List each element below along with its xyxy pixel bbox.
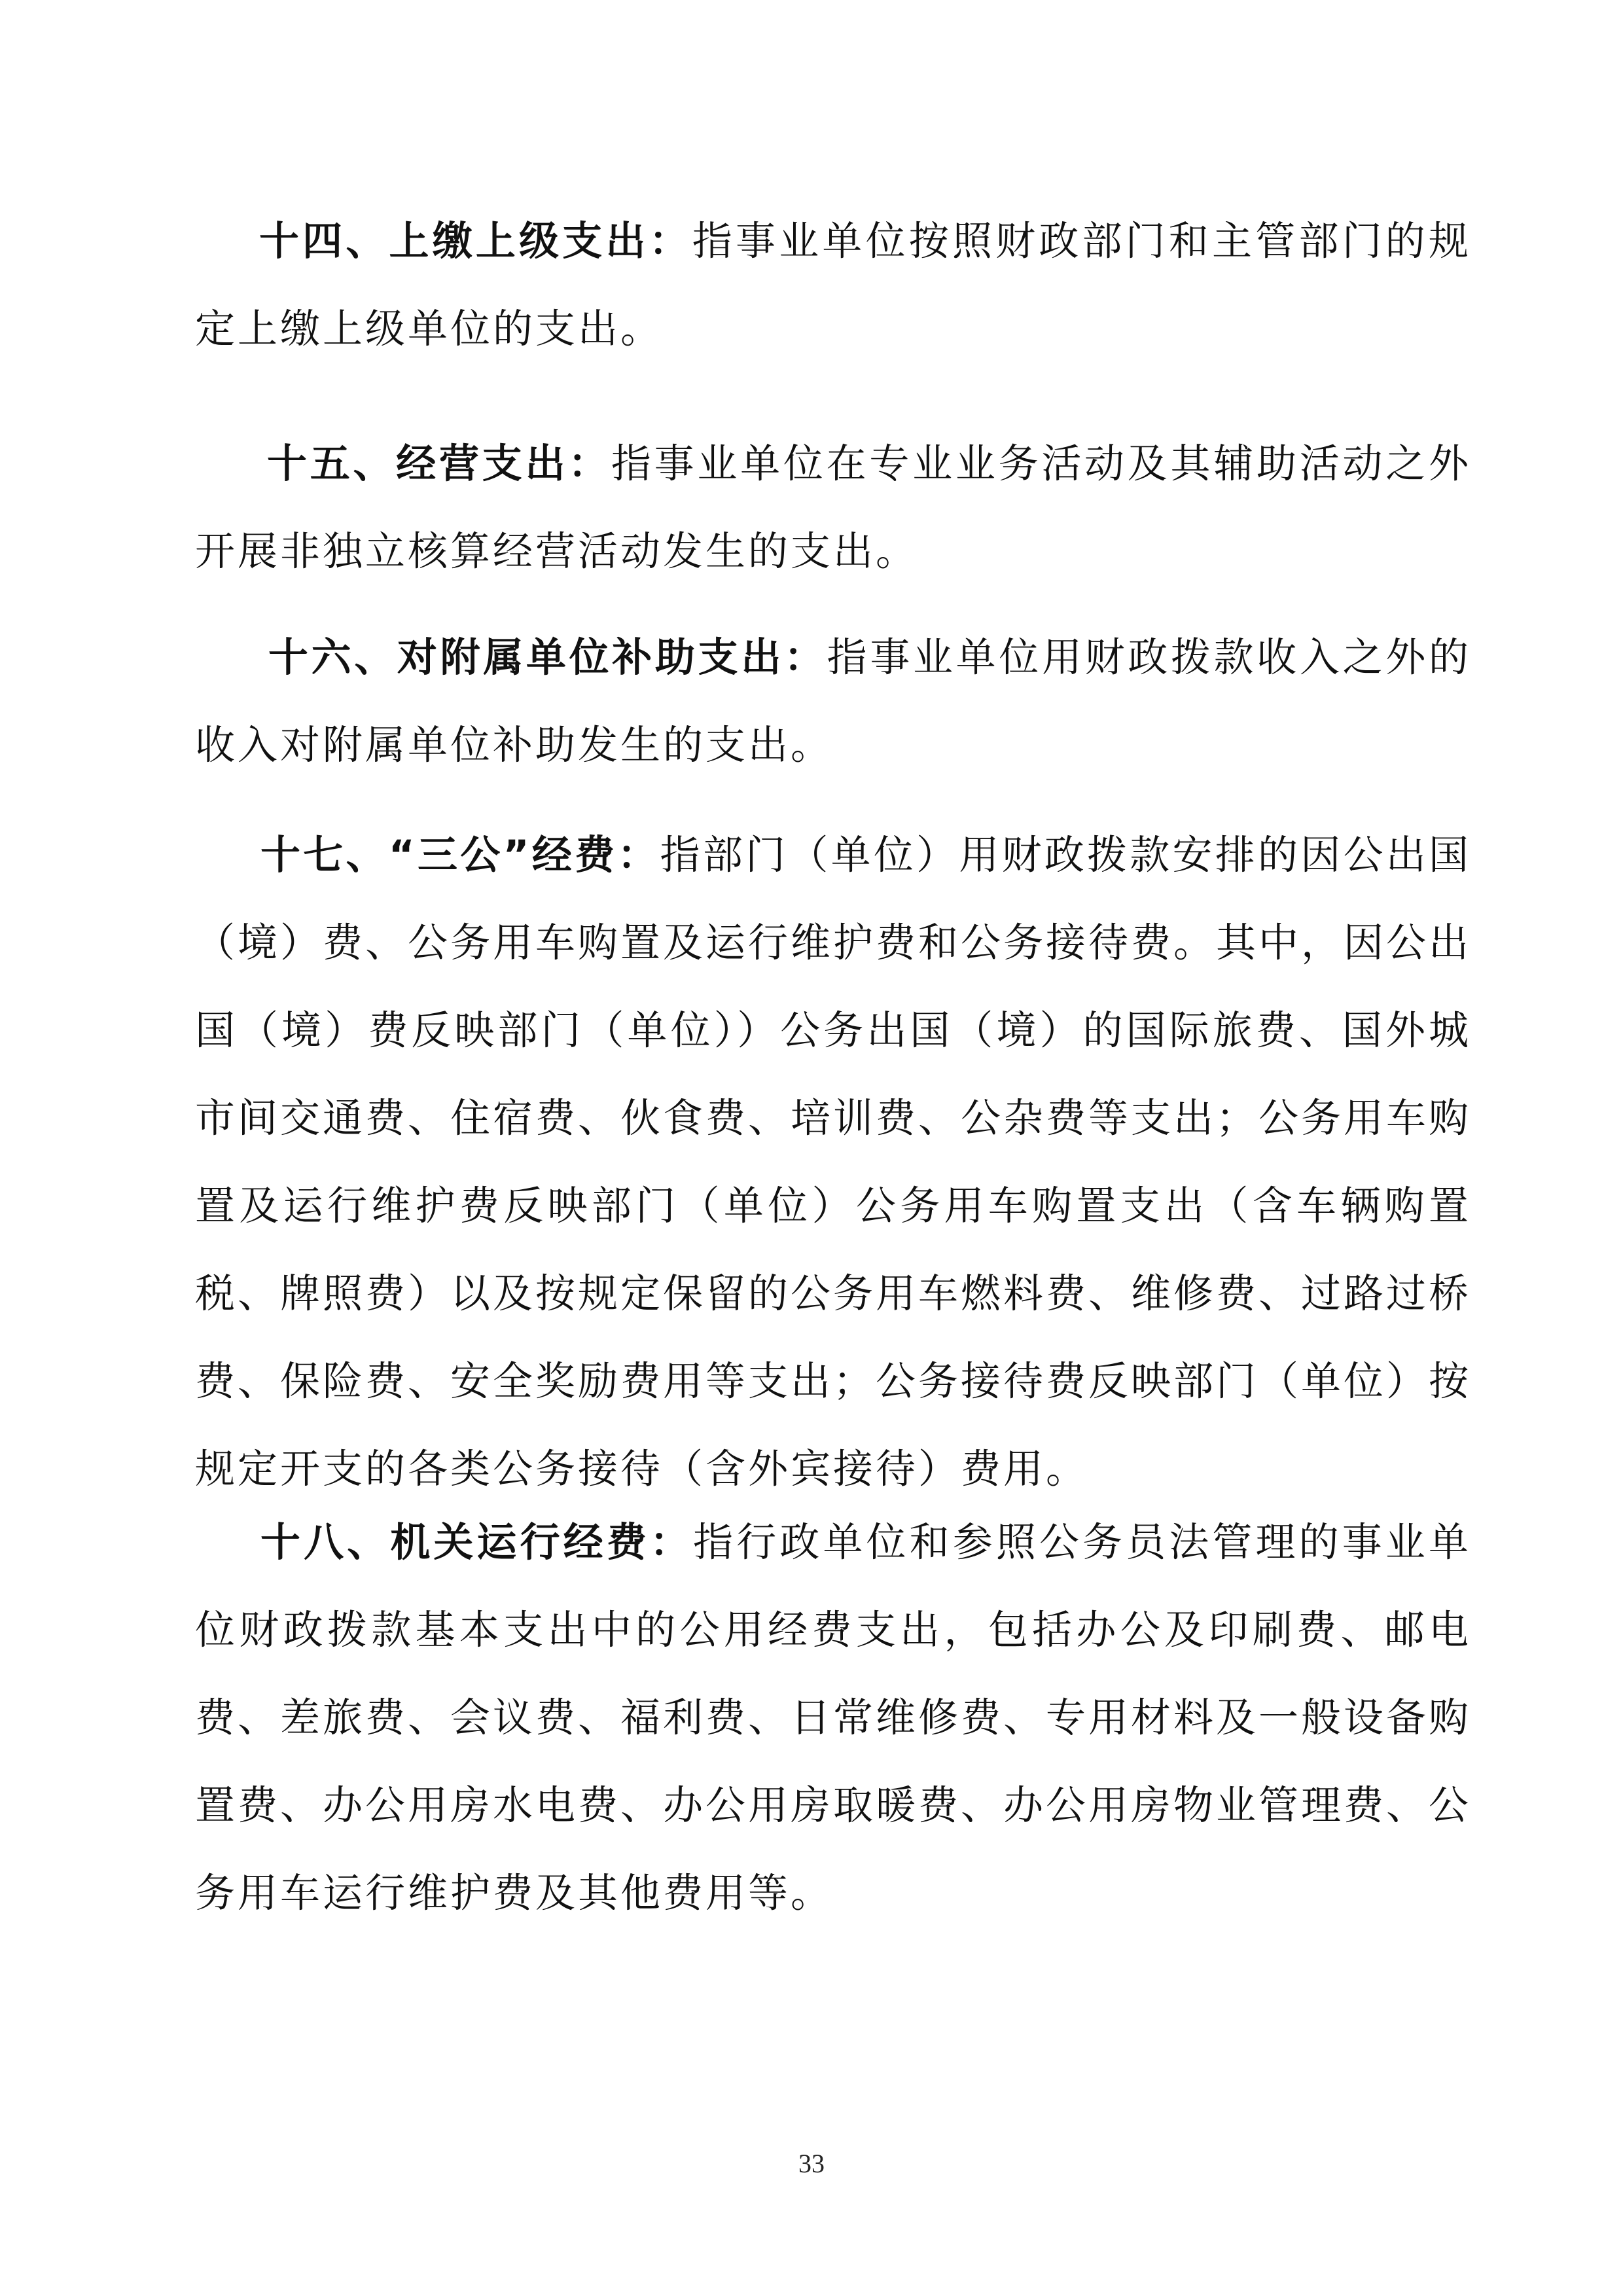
paragraph-agency-operating-expenses bbox=[195, 1499, 1471, 1937]
paragraph-operating-expenditure bbox=[195, 420, 1471, 596]
term-heading: 十五、经营支出： bbox=[267, 440, 611, 487]
term-definition: 指行政单位和参照公务员法管理的事业单位财政拨款基本支出中的公用经费支出，包括办公及印刷费、邮电费、差旅费、会议费、福利费、日常维修费、专用材料及一般设备购置费、办公用房水电费、办公用房取暖费、办公用房物业管理费、公务用车运行维护费及其他费用等。 bbox=[195, 1519, 1472, 1916]
term-heading: 十六、对附属单位补助支出： bbox=[268, 634, 827, 681]
paragraph-upward-remittance-expenditure bbox=[195, 198, 1471, 373]
term-definition: 指事业单位按照财政部门和主管部门的规定上缴上级单位的支出。 bbox=[195, 218, 1471, 352]
term-definition: 指事业单位用财政拨款收入之外的收入对附属单位补助发生的支出。 bbox=[195, 634, 1471, 768]
term-heading: 十七、“三公”经费： bbox=[260, 832, 660, 878]
paragraph-three-public-expenses bbox=[195, 812, 1471, 1513]
page-number: 33 bbox=[798, 2149, 825, 2178]
paragraph-subsidiary-subsidy-expenditure bbox=[195, 614, 1471, 789]
term-heading: 十八、机关运行经费： bbox=[260, 1519, 694, 1566]
term-definition: 指部门（单位）用财政拨款安排的因公出国（境）费、公务用车购置及运行维护费和公务接待费。其中，因公出国（境）费反映部门（单位））公务出国（境）的国际旅费、国外城市间交通费、住宿费、伙食费、培训费、公杂费等支出；公务用车购置及运行维护费反映部门（单位）公务用车购置支出（含车辆购置税、牌照费）以及按规定保留的公务用车燃料费、维修费、过路过桥费、保险费、安全奖励费用等支出；公务接待费反映部门（单位）按规定开支的各类公务接待（含外宾接待）费用。 bbox=[195, 832, 1472, 1492]
term-definition: 指事业单位在专业业务活动及其辅助活动之外开展非独立核算经营活动发生的支出。 bbox=[195, 440, 1471, 575]
term-heading: 十四、上缴上级支出： bbox=[259, 218, 692, 264]
